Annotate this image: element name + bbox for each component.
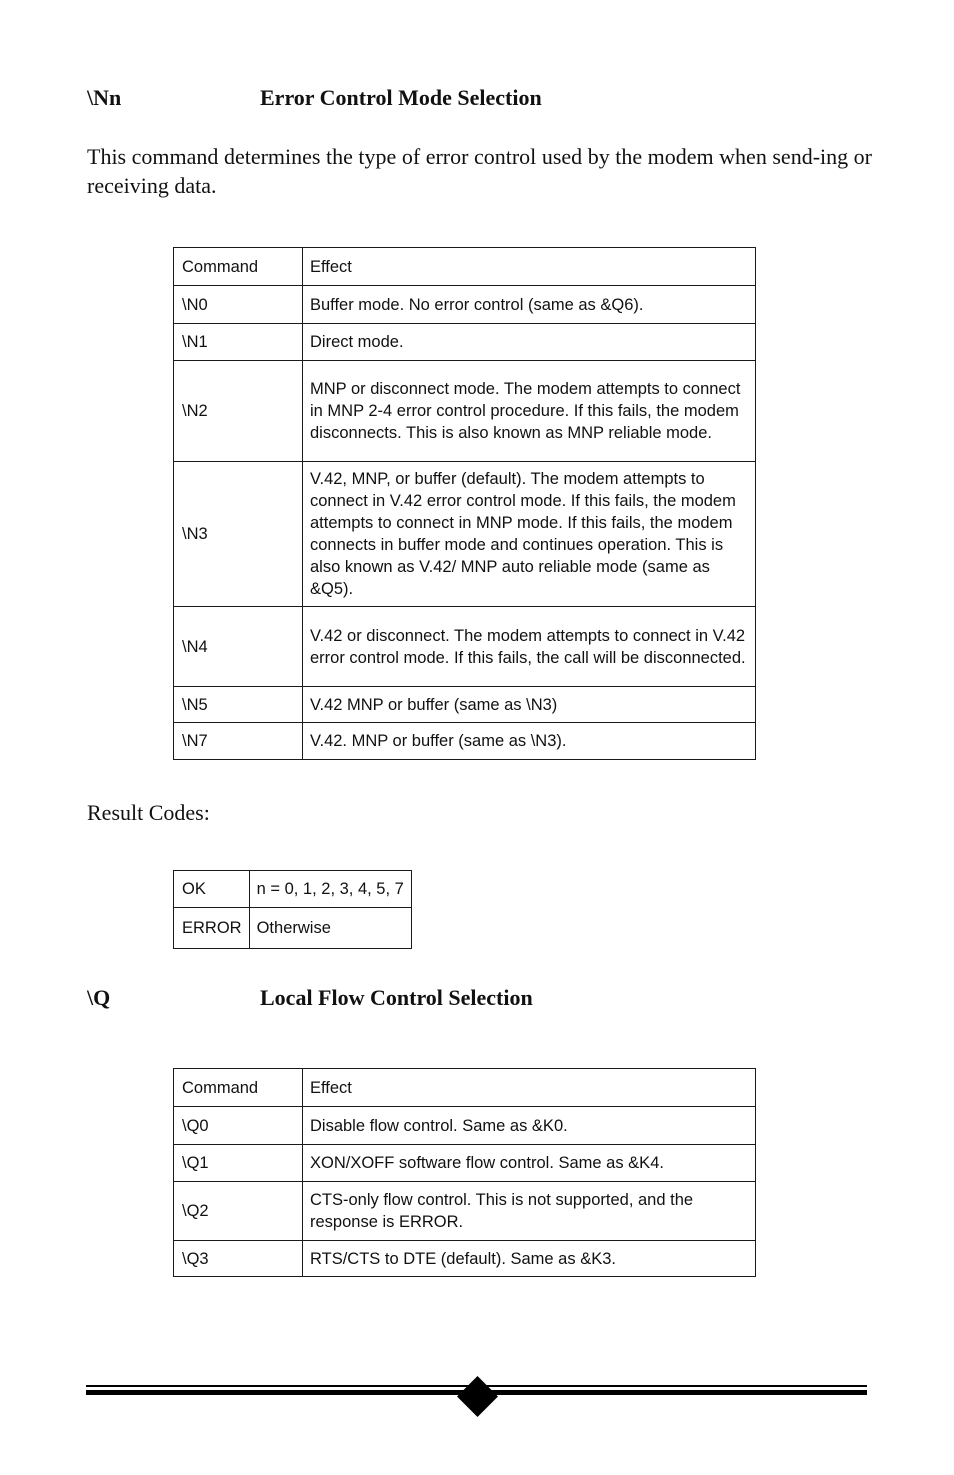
- table-row: [174, 1145, 756, 1182]
- effect-cell: V.42. MNP or buffer (same as \N3).: [303, 723, 756, 760]
- command-cell: \N1: [174, 324, 303, 361]
- result-condition-cell: n = 0, 1, 2, 3, 4, 5, 7: [249, 871, 411, 908]
- section-title-q: Local Flow Control Selection: [260, 985, 533, 1010]
- section-command-nn: \Nn: [87, 85, 122, 110]
- table-row: [174, 908, 412, 949]
- header-command: Command: [174, 1069, 303, 1107]
- command-cell: \N4: [174, 607, 303, 687]
- command-cell: \Q0: [174, 1107, 303, 1145]
- table-row: [174, 462, 756, 607]
- result-codes-table: [173, 870, 412, 949]
- result-code-cell: ERROR: [174, 908, 250, 949]
- table-row: [174, 361, 756, 462]
- table-row: [174, 1107, 756, 1145]
- table-row: [174, 324, 756, 361]
- table-row: [174, 286, 756, 324]
- effect-cell: CTS-only flow control. This is not supported, and the response is ERROR.: [303, 1182, 756, 1241]
- effect-cell: V.42 MNP or buffer (same as \N3): [303, 687, 756, 723]
- table-header-row: [174, 248, 756, 286]
- effect-cell: Disable flow control. Same as &K0.: [303, 1107, 756, 1145]
- table-row: [174, 723, 756, 760]
- section-description-nn: This command determines the type of error control used by the modem when send-ing or receiving data.: [87, 144, 872, 198]
- effect-cell: Buffer mode. No error control (same as &Q6).: [303, 286, 756, 324]
- command-cell: \Q1: [174, 1145, 303, 1182]
- command-cell: \Q3: [174, 1241, 303, 1277]
- result-code-cell: OK: [174, 871, 250, 908]
- effect-cell: XON/XOFF software flow control. Same as &K4.: [303, 1145, 756, 1182]
- section-heading-q: [87, 985, 887, 1015]
- table-header-row: [174, 1069, 756, 1107]
- effect-cell: V.42 or disconnect. The modem attempts to connect in V.42 error control mode. If this fails, the call will be disconnected.: [303, 607, 756, 687]
- table-row: [174, 871, 412, 908]
- command-cell: \N3: [174, 462, 303, 607]
- result-codes-label: Result Codes:: [87, 800, 210, 825]
- section-title-nn: Error Control Mode Selection: [260, 85, 542, 110]
- command-cell: \N7: [174, 723, 303, 760]
- effect-cell: V.42, MNP, or buffer (default). The modem attempts to connect in V.42 error control mode. If this fails, the modem attempts to connect in MNP mode. If this fails, the modem connects in buffer mode and continues operation. This is also known as V.42/ MNP auto reliable mode (same as &Q5).: [303, 462, 756, 607]
- nn-command-table: [173, 247, 756, 760]
- command-cell: \N5: [174, 687, 303, 723]
- header-effect: Effect: [303, 248, 756, 286]
- table-row: [174, 687, 756, 723]
- effect-cell: MNP or disconnect mode. The modem attempts to connect in MNP 2-4 error control procedure. If this fails, the modem disconnects. This is also known as MNP reliable mode.: [303, 361, 756, 462]
- command-cell: \Q2: [174, 1182, 303, 1241]
- section-command-q: \Q: [87, 985, 111, 1010]
- effect-cell: RTS/CTS to DTE (default). Same as &K3.: [303, 1241, 756, 1277]
- table-row: [174, 1182, 756, 1241]
- header-effect: Effect: [303, 1069, 756, 1107]
- footer-diamond-ornament: [457, 1376, 498, 1417]
- result-condition-cell: Otherwise: [249, 908, 411, 949]
- header-command: Command: [174, 248, 303, 286]
- command-cell: \N0: [174, 286, 303, 324]
- table-row: [174, 1241, 756, 1277]
- effect-cell: Direct mode.: [303, 324, 756, 361]
- section-heading-nn: [87, 85, 887, 115]
- q-command-table: [173, 1068, 756, 1277]
- command-cell: \N2: [174, 361, 303, 462]
- table-row: [174, 607, 756, 687]
